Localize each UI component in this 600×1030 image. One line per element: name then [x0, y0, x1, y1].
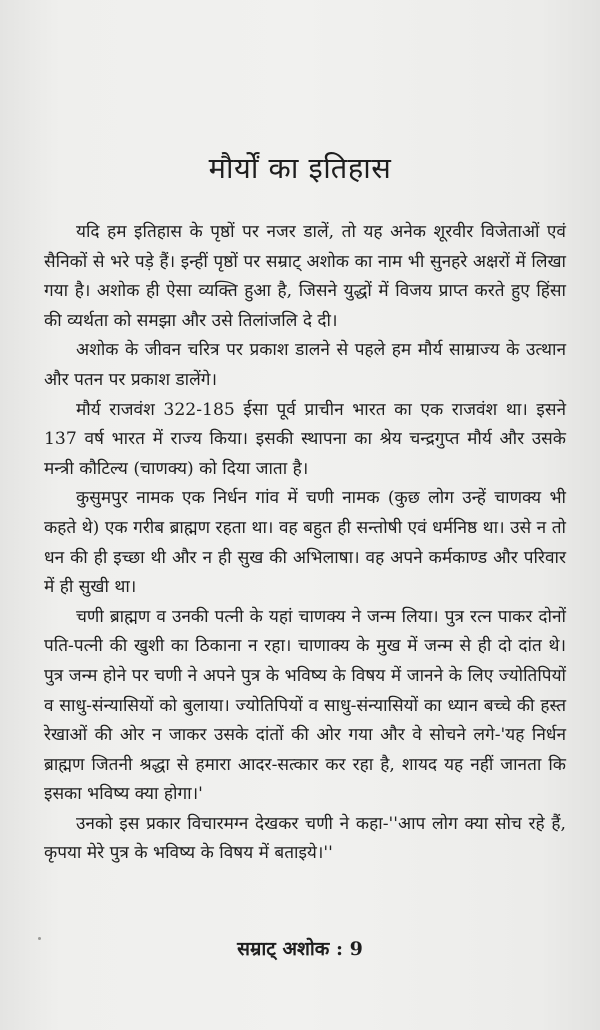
paragraph: मौर्य राजवंश 322-185 ईसा पूर्व प्राचीन भारत का एक राजवंश था। इसने 137 वर्ष भारत में राज्य किया। इसकी स्थापना का श्रेय चन्द्रगुप्त मौर्य और उसके मन्त्री कौटिल्य (चाणक्य) को दिया जाता है।	[44, 399, 566, 479]
chapter-title: मौर्यों का इतिहास	[208, 151, 392, 185]
paragraph: उनको इस प्रकार विचारमग्न देखकर चणी ने कहा-''आप लोग क्या सोच रहे हैं, कृपया मेरे पुत्र के भविष्य के विषय में बताइये।''	[44, 813, 566, 864]
chapter-body	[44, 218, 566, 869]
paragraph: अशोक के जीवन चरित्र पर प्रकाश डालने से पहले हम मौर्य साम्राज्य के उत्थान और पतन पर प्रकाश डालेंगे।	[44, 340, 566, 390]
page-footer: सम्राट् अशोक : 9	[237, 938, 363, 960]
paragraph: चणी ब्राह्मण व उनकी पत्नी के यहां चाणक्य ने जन्म लिया। पुत्र रत्न पाकर दोनों पति-पत्नी की खुशी का ठिकाना न रहा। चाणाक्य के मुख में जन्म से ही दो दांत थे। पुत्र जन्म होने पर चणी ने अपने पुत्र के भविष्य के विषय में जानने के लिए ज्योतिपियों व साधु-संन्यासियों को बुलाया। ज्योतिपियों व साधु-संन्यासियों का ध्यान बच्चे की हस्त रेखाओं की ओर न जाकर उसके दांतों की ओर गया और वे सोचने लगे-'यह निर्धन ब्राह्मण जितनी श्रद्धा से हमारा आदर-सत्कार कर रहा है, शायद यह नहीं जानता कि इसका भविष्य क्या होगा।'	[44, 606, 566, 805]
paragraph: यदि हम इतिहास के पृष्ठों पर नजर डालें, तो यह अनेक शूरवीर विजेताओं एवं सैनिकों से भरे पड़े हैं। इन्हीं पृष्ठों पर सम्राट् अशोक का नाम भी सुनहरे अक्षरों में लिखा गया है। अशोक ही ऐसा व्यक्ति हुआ है, जिसने युद्धों में विजय प्राप्त करते हुए हिंसा की व्यर्थता को समझा और उसे तिलांजलि दे दी।	[44, 222, 566, 331]
paragraph: कुसुमपुर नामक एक निर्धन गांव में चणी नामक (कुछ लोग उन्हें चाणक्य भी कहते थे) एक गरीब ब्राह्मण रहता था। वह बहुत ही सन्तोषी एवं धर्मनिष्ठ था। उसे न तो धन की ही इच्छा थी और न ही सुख की अभिलाषा। वह अपने कर्मकाण्ड और परिवार में ही सुखी था।	[44, 488, 566, 598]
